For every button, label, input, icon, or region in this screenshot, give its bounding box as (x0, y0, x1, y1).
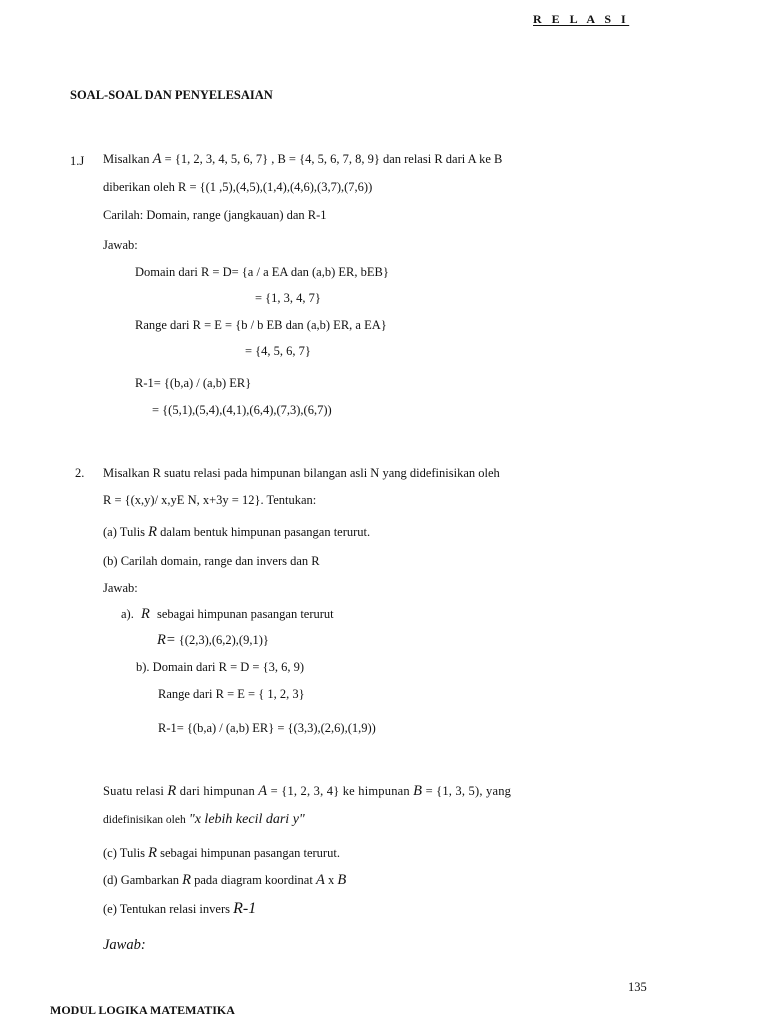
q3-l2-pre: didefinisikan oleh (103, 814, 186, 826)
q1-domain-val: = {1, 3, 4, 7} (255, 291, 321, 305)
q3-l1-mid: dari himpunan (179, 784, 255, 798)
q2-ans-a-pre: a). (121, 607, 134, 621)
q2-answer-b-domain: b). Domain dari R = D = {3, 6, 9) (136, 660, 304, 674)
q3-c-R: R (148, 845, 158, 861)
q3-line-2 (103, 811, 305, 828)
q3-l1-B: B (413, 783, 423, 799)
header-title: R E L A S I (533, 12, 630, 26)
q2-part-b: (b) Carilah domain, range dan invers dan R (103, 554, 320, 568)
q2-answer-a (121, 606, 334, 622)
q3-part-c (103, 845, 340, 861)
q3-d-x: x (327, 873, 335, 887)
q1-domain-def: Domain dari R = D= {a / a EA dan (a,b) ER, bEB} (135, 265, 389, 279)
q3-line-1 (103, 783, 511, 799)
q1-number: 1.J (70, 154, 85, 168)
q3-l1-setA: = {1, 2, 3, 4} ke himpunan (270, 784, 410, 798)
q3-c-pre: (c) Tulis (103, 846, 146, 860)
q1-range-val: = {4, 5, 6, 7} (245, 344, 311, 358)
q1-line1-pre: Misalkan (103, 152, 150, 166)
q1-line1-A: A (152, 151, 162, 167)
q2-answer-a-value (157, 632, 269, 648)
q2-ans-a-val: {(2,3),(6,2),(9,1)} (178, 633, 269, 647)
q2-a-R: R (148, 524, 158, 540)
q2-ans-a-post: sebagai himpunan pasangan terurut (156, 607, 334, 621)
q3-d-B: B (337, 872, 347, 888)
q2-ans-a-val-R: R= (157, 632, 176, 648)
q2-ans-a-R: R (140, 606, 150, 622)
q3-jawab: Jawab: (103, 937, 146, 953)
q2-line-2: R = {(x,y)/ x,yE N, x+3y = 12}. Tentukan: (103, 493, 317, 507)
q2-answer-b-inverse: R-1= {(b,a) / (a,b) ER} = {(3,3),(2,6),(1,9)) (158, 721, 376, 735)
q2-line-1: Misalkan R suatu relasi pada himpunan bilangan asli N yang didefinisikan oleh (103, 466, 500, 480)
q2-a-pre: (a) Tulis (103, 525, 146, 539)
q2-a-post: dalam bentuk himpunan pasangan terurut. (160, 525, 371, 539)
q1-jawab: Jawab: (103, 238, 138, 252)
q3-d-A: A (315, 872, 325, 888)
q3-part-d (103, 872, 346, 888)
q3-part-e (103, 901, 256, 917)
q1-inverse-val: = {(5,1),(5,4),(4,1),(6,4),(7,3),(6,7)) (152, 403, 332, 417)
page-number: 135 (628, 980, 647, 994)
q1-line-2: diberikan oleh R = {(1 ,5),(4,5),(1,4),(4,6),(3,7),(7,6)) (103, 180, 373, 194)
q1-inverse-def: R-1= {(b,a) / (a,b) ER} (135, 376, 252, 390)
q3-l1-pre: Suatu relasi (103, 784, 165, 798)
footer-module-title: MODUL LOGIKA MATEMATIKA (50, 1003, 235, 1017)
q1-range-def: Range dari R = E = {b / b EB dan (a,b) ER, a EA} (135, 318, 387, 332)
q3-d-pre: (d) Gambarkan (103, 873, 180, 887)
q3-c-post: sebagai himpunan pasangan terurut. (160, 846, 340, 860)
q3-d-mid: pada diagram koordinat (194, 873, 313, 887)
section-title: SOAL-SOAL DAN PENYELESAIAN (70, 88, 273, 102)
q2-number: 2. (75, 466, 85, 480)
q3-l1-A: A (258, 783, 268, 799)
q3-l1-rest: = {1, 3, 5), yang (425, 784, 512, 798)
q3-l1-R: R (167, 783, 177, 799)
q3-d-R: R (182, 872, 191, 888)
q2-jawab: Jawab: (103, 581, 138, 595)
q3-e-R: R-1 (233, 900, 257, 917)
q3-l2-italic: "x lebih kecil dari y" (188, 812, 305, 827)
q1-line1-rest: = {1, 2, 3, 4, 5, 6, 7} , B = {4, 5, 6, 7, 8, 9} dan relasi R dari A ke B (164, 152, 503, 166)
q2-part-a (103, 524, 370, 540)
q3-e-pre: (e) Tentukan relasi invers (103, 902, 230, 916)
q2-answer-b-range: Range dari R = E = { 1, 2, 3} (158, 687, 305, 701)
q1-line-3: Carilah: Domain, range (jangkauan) dan R-1 (103, 208, 327, 222)
q1-line-1 (103, 151, 502, 167)
